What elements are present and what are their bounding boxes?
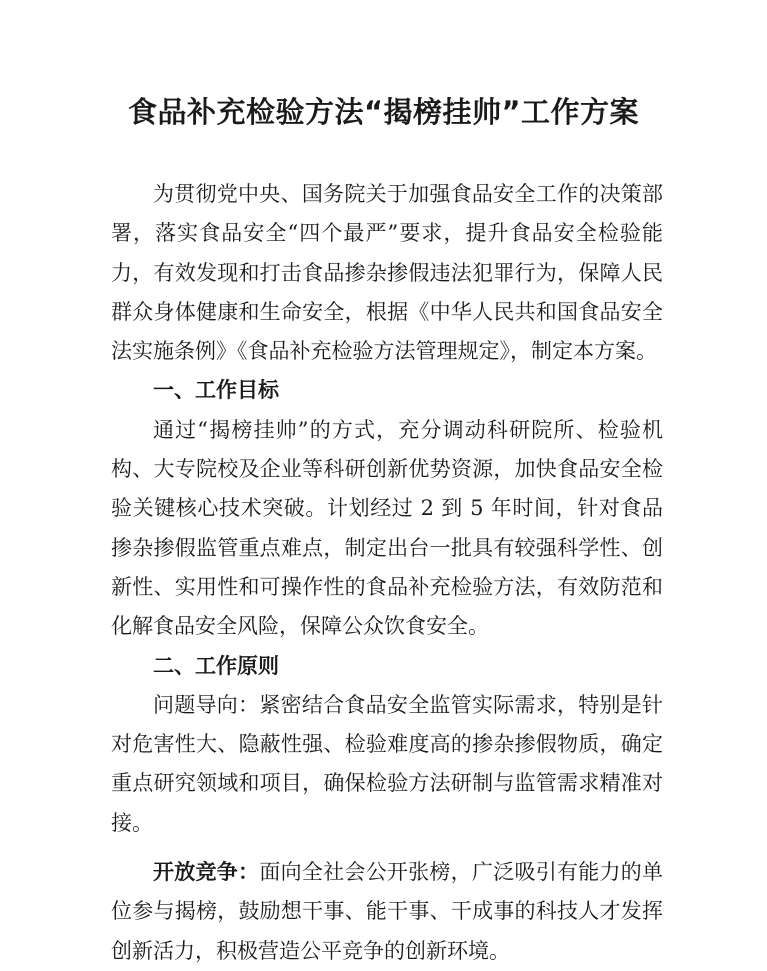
principle-text: 紧密结合食品安全监管实际需求，特别是针对危害性大、隐蔽性强、检验难度高的掺杂掺假物质，确定重点研究领域和项目，确保检验方法研制与监管需求精准对接。 xyxy=(111,692,664,835)
principle-lead: 开放竞争： xyxy=(153,860,260,885)
section-heading-principles: 二、工作原则 xyxy=(153,653,279,678)
principle-text: 面向全社会公开张榜，广泛吸引有能力的单位参与揭榜，鼓励想干事、能干事、干成事的科技人才发挥创新活力，积极营造公平竞争的创新环境。 xyxy=(111,860,664,963)
goals-paragraph: 通过“揭榜挂帅”的方式，充分调动科研院所、检验机构、大专院校及企业等科研创新优势资源，加快食品安全检验关键核心技术突破。计划经过 2 到 5 年时间，针对食品掺杂掺假监管重点难点，制定出台一批具有较强科学性、创新性、实用性和可操作性的食品补充检验方法，有效防范和化解食品安全风险，保障公众饮食安全。 xyxy=(111,417,663,639)
document-body xyxy=(111,175,663,971)
section-heading-goals: 一、工作目标 xyxy=(153,378,279,403)
principle-open-competition xyxy=(111,853,663,971)
document-title: 食品补充检验方法“揭榜挂帅”工作方案 xyxy=(127,95,640,129)
principle-lead: 问题导向： xyxy=(153,692,260,717)
intro-paragraph: 为贯彻党中央、国务院关于加强食品安全工作的决策部署，落实食品安全“四个最严”要求，提升食品安全检验能力，有效发现和打击食品掺杂掺假违法犯罪行为，保障人民群众身体健康和生命安全，根据《中华人民共和国食品安全法实施条例》《食品补充检验方法管理规定》，制定本方案。 xyxy=(111,182,663,364)
principle-problem-oriented xyxy=(111,686,663,843)
